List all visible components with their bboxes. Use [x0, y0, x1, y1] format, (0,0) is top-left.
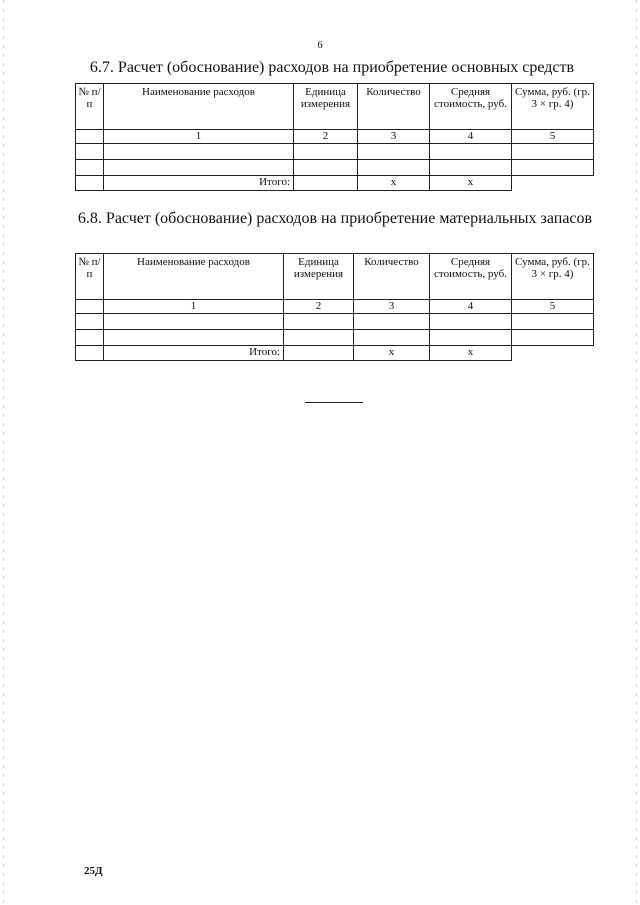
table-cell: [104, 144, 294, 160]
column-number: 3: [358, 130, 430, 144]
table-header-row: [76, 254, 594, 300]
total-avg-cost: х: [430, 176, 512, 191]
header-sum: Сумма, руб. (гр. 3 × гр. 4): [512, 254, 594, 300]
column-number-row: [76, 300, 594, 314]
table-cell: [104, 314, 284, 330]
table-row: [76, 330, 594, 346]
table-row: [76, 144, 594, 160]
table-cell: [358, 160, 430, 176]
header-avg-cost: Средняя стоимость, руб.: [430, 254, 512, 300]
table-cell: [512, 346, 594, 361]
table-cell: [358, 144, 430, 160]
table-cell: [104, 330, 284, 346]
table-cell: [76, 176, 104, 191]
table-header-row: [76, 84, 594, 130]
total-qty: х: [358, 176, 430, 191]
header-qty: Количество: [358, 84, 430, 130]
header-no: № п/п: [76, 254, 104, 300]
total-avg-cost: х: [430, 346, 512, 361]
table-cell: [76, 160, 104, 176]
table-cell: [294, 176, 358, 191]
header-unit: Единица измерения: [284, 254, 354, 300]
header-sum: Сумма, руб. (гр. 3 × гр. 4): [512, 84, 594, 130]
header-qty: Количество: [354, 254, 430, 300]
table-row: [76, 160, 594, 176]
table-cell: [284, 346, 354, 361]
column-number: 2: [294, 130, 358, 144]
separator-line: [305, 402, 363, 403]
left-edge-mark: [3, 0, 4, 905]
table-cell: [76, 144, 104, 160]
table-cell: [294, 144, 358, 160]
table-cell: [512, 176, 594, 191]
fixed-assets-table: [75, 83, 594, 191]
column-number: 1: [104, 130, 294, 144]
total-label: Итого:: [104, 176, 294, 191]
table-cell: [76, 314, 104, 330]
header-avg-cost: Средняя стоимость, руб.: [430, 84, 512, 130]
table-cell: [430, 160, 512, 176]
column-number: 4: [430, 130, 512, 144]
table-cell: [512, 314, 594, 330]
total-qty: х: [354, 346, 430, 361]
table-cell: [76, 130, 104, 144]
column-number: 5: [512, 130, 594, 144]
table-cell: [430, 314, 512, 330]
table-cell: [354, 330, 430, 346]
table-cell: [430, 144, 512, 160]
material-reserves-table: [75, 253, 594, 361]
total-row: [76, 176, 594, 191]
page-number: 6: [317, 40, 323, 51]
table-cell: [294, 160, 358, 176]
table-cell: [354, 314, 430, 330]
table-cell: [76, 300, 104, 314]
column-number: 2: [284, 300, 354, 314]
total-row: [76, 346, 594, 361]
column-number: 1: [104, 300, 284, 314]
column-number: 5: [512, 300, 594, 314]
table-row: [76, 314, 594, 330]
section-6-7-title: 6.7. Расчет (обоснование) расходов на приобретение основных средств: [89, 59, 575, 76]
header-unit: Единица измерения: [294, 84, 358, 130]
header-name: Наименование расходов: [104, 84, 294, 130]
table-cell: [76, 346, 104, 361]
table-cell: [430, 330, 512, 346]
section-6-8-title: 6.8. Расчет (обоснование) расходов на приобретение материальных запасов: [77, 210, 593, 227]
header-name: Наименование расходов: [104, 254, 284, 300]
footer-document-code: 25Д: [84, 865, 103, 877]
table-cell: [284, 330, 354, 346]
table-cell: [512, 144, 594, 160]
table-cell: [76, 330, 104, 346]
column-number-row: [76, 130, 594, 144]
column-number: 3: [354, 300, 430, 314]
header-no: № п/п: [76, 84, 104, 130]
column-number: 4: [430, 300, 512, 314]
total-label: Итого:: [104, 346, 284, 361]
table-cell: [284, 314, 354, 330]
table-cell: [512, 160, 594, 176]
table-cell: [512, 330, 594, 346]
table-cell: [104, 160, 294, 176]
right-edge-mark: [636, 0, 637, 905]
